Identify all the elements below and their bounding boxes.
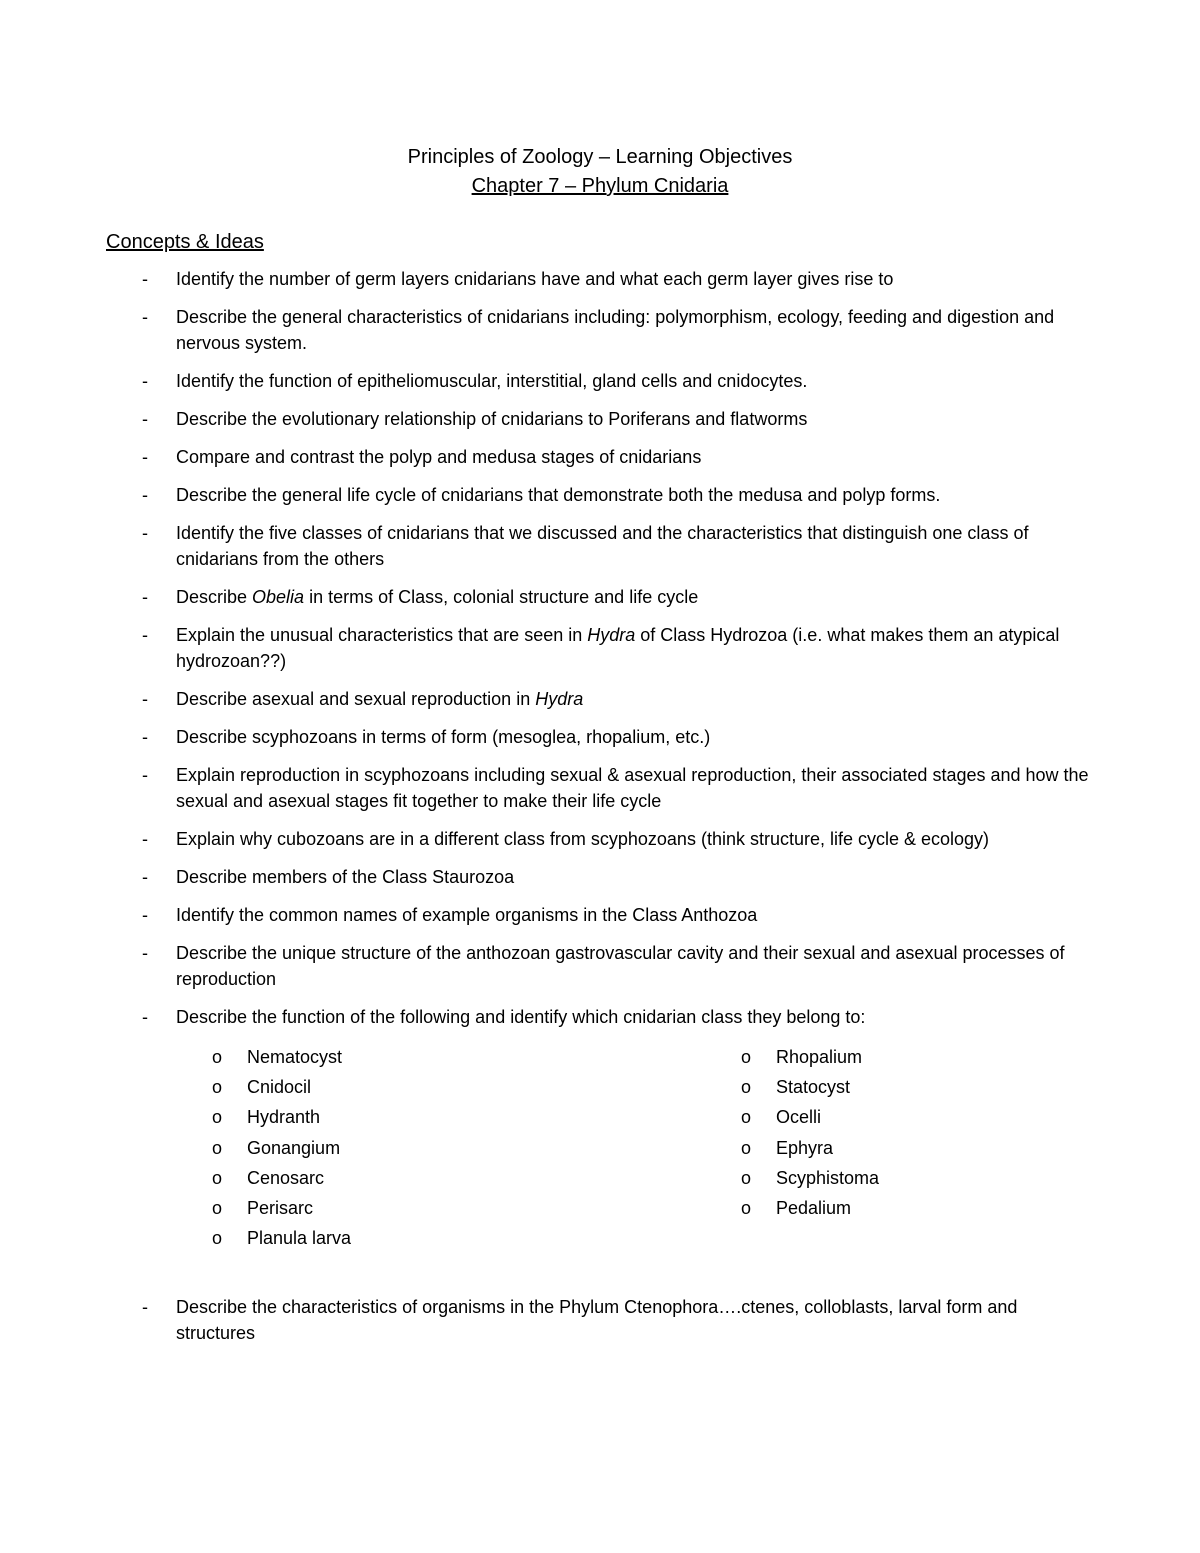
circle-bullet: o — [212, 1077, 223, 1098]
circle-bullet: o — [741, 1137, 752, 1158]
structure-name: Cnidocil — [247, 1077, 312, 1098]
objective-text: Describe scyphozoans in terms of form (mesoglea, rhopalium, etc.) — [176, 727, 711, 747]
structure-name: Cenosarc — [247, 1167, 325, 1188]
objective-text: Describe the general life cycle of cnidarians that demonstrate both the medusa and polyp forms. — [176, 485, 941, 505]
objective-text: Identify the function of epitheliomuscular, interstitial, gland cells and cnidocytes. — [176, 371, 808, 391]
list-item — [212, 1225, 351, 1255]
structure-name: Statocyst — [776, 1077, 851, 1098]
dash-bullet: - — [142, 829, 148, 849]
dash-bullet: - — [142, 943, 148, 963]
circle-bullet: o — [741, 1047, 752, 1067]
objective-text: Describe the general characteristics of cnidarians including: polymorphism, ecology, feeding and digestion and nervous system. — [176, 307, 1055, 353]
objective-text: Identify the common names of example organisms in the Class Anthozoa — [176, 905, 758, 925]
structure-name: Gonangium — [247, 1137, 341, 1158]
dash-bullet: - — [142, 587, 148, 607]
objective-text: in terms of Class, colonial structure and life cycle — [304, 587, 699, 607]
structure-name: Pedalium — [776, 1197, 852, 1218]
list-item — [212, 1104, 351, 1134]
objective-item — [142, 724, 1096, 750]
dash-bullet: - — [142, 523, 148, 543]
structure-name: Hydranth — [247, 1107, 321, 1128]
circle-bullet: o — [741, 1167, 752, 1188]
dash-bullet: - — [142, 409, 148, 429]
objective-text: Describe the evolutionary relationship of cnidarians to Poriferans and flatworms — [176, 409, 808, 429]
dash-bullet: - — [142, 307, 148, 327]
objective-item-hydra — [142, 622, 1096, 674]
circle-bullet: o — [212, 1197, 223, 1218]
list-item — [212, 1165, 351, 1195]
circle-bullet: o — [212, 1047, 223, 1067]
objective-item — [142, 266, 1096, 292]
objective-item — [142, 826, 1096, 852]
objective-text: Describe members of the Class Staurozoa — [176, 867, 515, 887]
objective-item-obelia — [142, 584, 1096, 610]
list-item — [741, 1044, 879, 1074]
objective-item — [142, 940, 1096, 992]
dash-bullet: - — [142, 727, 148, 747]
objective-text: Compare and contrast the polyp and medusa stages of cnidarians — [176, 447, 702, 467]
objective-text: Describe the unique structure of the anthozoan gastrovascular cavity and their sexual and asexual processes of reproduction — [176, 943, 1065, 989]
structure-name: Nematocyst — [247, 1047, 343, 1067]
structures-list — [0, 1044, 1200, 1259]
structure-name: Scyphistoma — [776, 1167, 880, 1188]
objective-item — [142, 406, 1096, 432]
list-item — [741, 1135, 879, 1165]
taxon-name-italic: Hydra — [535, 689, 584, 709]
circle-bullet: o — [741, 1197, 752, 1218]
objective-item — [142, 444, 1096, 470]
final-objective-block — [0, 1294, 1200, 1358]
structure-name: Ephyra — [776, 1137, 834, 1158]
objective-item — [142, 902, 1096, 928]
list-item — [741, 1104, 879, 1134]
objective-item — [142, 520, 1096, 572]
objective-text: Describe — [176, 587, 253, 607]
objective-text: Describe the characteristics of organisms in the Phylum Ctenophora….ctenes, colloblasts, larval form and structures — [176, 1297, 1018, 1343]
circle-bullet: o — [212, 1107, 223, 1128]
objective-text: Identify the five classes of cnidarians that we discussed and the characteristics that distinguish one class of cnidarians from the others — [176, 523, 1029, 569]
dash-bullet: - — [142, 765, 148, 785]
list-item — [212, 1074, 351, 1104]
structures-column-right — [741, 1044, 879, 1225]
objective-item — [142, 368, 1096, 394]
circle-bullet: o — [212, 1228, 223, 1249]
dash-bullet: - — [142, 867, 148, 887]
section-heading: Concepts & Ideas — [106, 231, 264, 253]
objective-text: Identify the number of germ layers cnidarians have and what each germ layer gives rise to — [176, 269, 894, 289]
objective-item — [142, 864, 1096, 890]
dash-bullet: - — [142, 447, 148, 467]
objective-item — [142, 482, 1096, 508]
dash-bullet: - — [142, 625, 148, 645]
list-item — [741, 1195, 879, 1225]
objective-item — [142, 762, 1096, 814]
objective-item — [142, 304, 1096, 356]
dash-bullet: - — [142, 269, 148, 289]
list-item — [212, 1135, 351, 1165]
dash-bullet: - — [142, 485, 148, 505]
objective-text: Explain the unusual characteristics that are seen in — [176, 625, 588, 645]
objective-item-hydra-reproduction — [142, 686, 1096, 712]
objective-text: Explain why cubozoans are in a different class from scyphozoans (think structure, life cycle & ecology) — [176, 829, 990, 849]
taxon-name-italic: Hydra — [587, 625, 636, 645]
objective-item — [142, 1004, 1096, 1030]
dash-bullet: - — [142, 1007, 148, 1027]
list-item — [741, 1165, 879, 1195]
objective-item — [142, 1294, 1096, 1346]
circle-bullet: o — [741, 1107, 752, 1128]
structure-name: Rhopalium — [776, 1047, 863, 1067]
objective-text: Explain reproduction in scyphozoans including sexual & asexual reproduction, their associated stages and how the sexual and asexual stages fit together to make their life cycle — [176, 765, 1089, 811]
objective-text: of Class Hydrozoa (i.e. what makes them an atypical hydrozoan??) — [176, 625, 1060, 671]
objective-text: Describe asexual and sexual reproduction in — [176, 689, 536, 709]
dash-bullet: - — [142, 1297, 148, 1317]
structures-column-left — [212, 1044, 351, 1255]
taxon-name-italic: Obelia — [252, 587, 305, 607]
circle-bullet: o — [212, 1167, 223, 1188]
dash-bullet: - — [142, 905, 148, 925]
chapter-subtitle: Chapter 7 – Phylum Cnidaria — [471, 175, 729, 197]
structure-name: Ocelli — [776, 1107, 822, 1128]
structure-name: Planula larva — [247, 1228, 352, 1249]
circle-bullet: o — [212, 1137, 223, 1158]
circle-bullet: o — [741, 1077, 752, 1098]
objectives-list — [0, 266, 1200, 1042]
list-item — [212, 1044, 351, 1074]
list-item — [741, 1074, 879, 1104]
dash-bullet: - — [142, 371, 148, 391]
list-item — [212, 1195, 351, 1225]
structure-name: Perisarc — [247, 1197, 314, 1218]
dash-bullet: - — [142, 689, 148, 709]
objective-text: Describe the function of the following and identify which cnidarian class they belong to: — [176, 1007, 866, 1027]
document-title: Principles of Zoology – Learning Objectives — [407, 146, 793, 168]
